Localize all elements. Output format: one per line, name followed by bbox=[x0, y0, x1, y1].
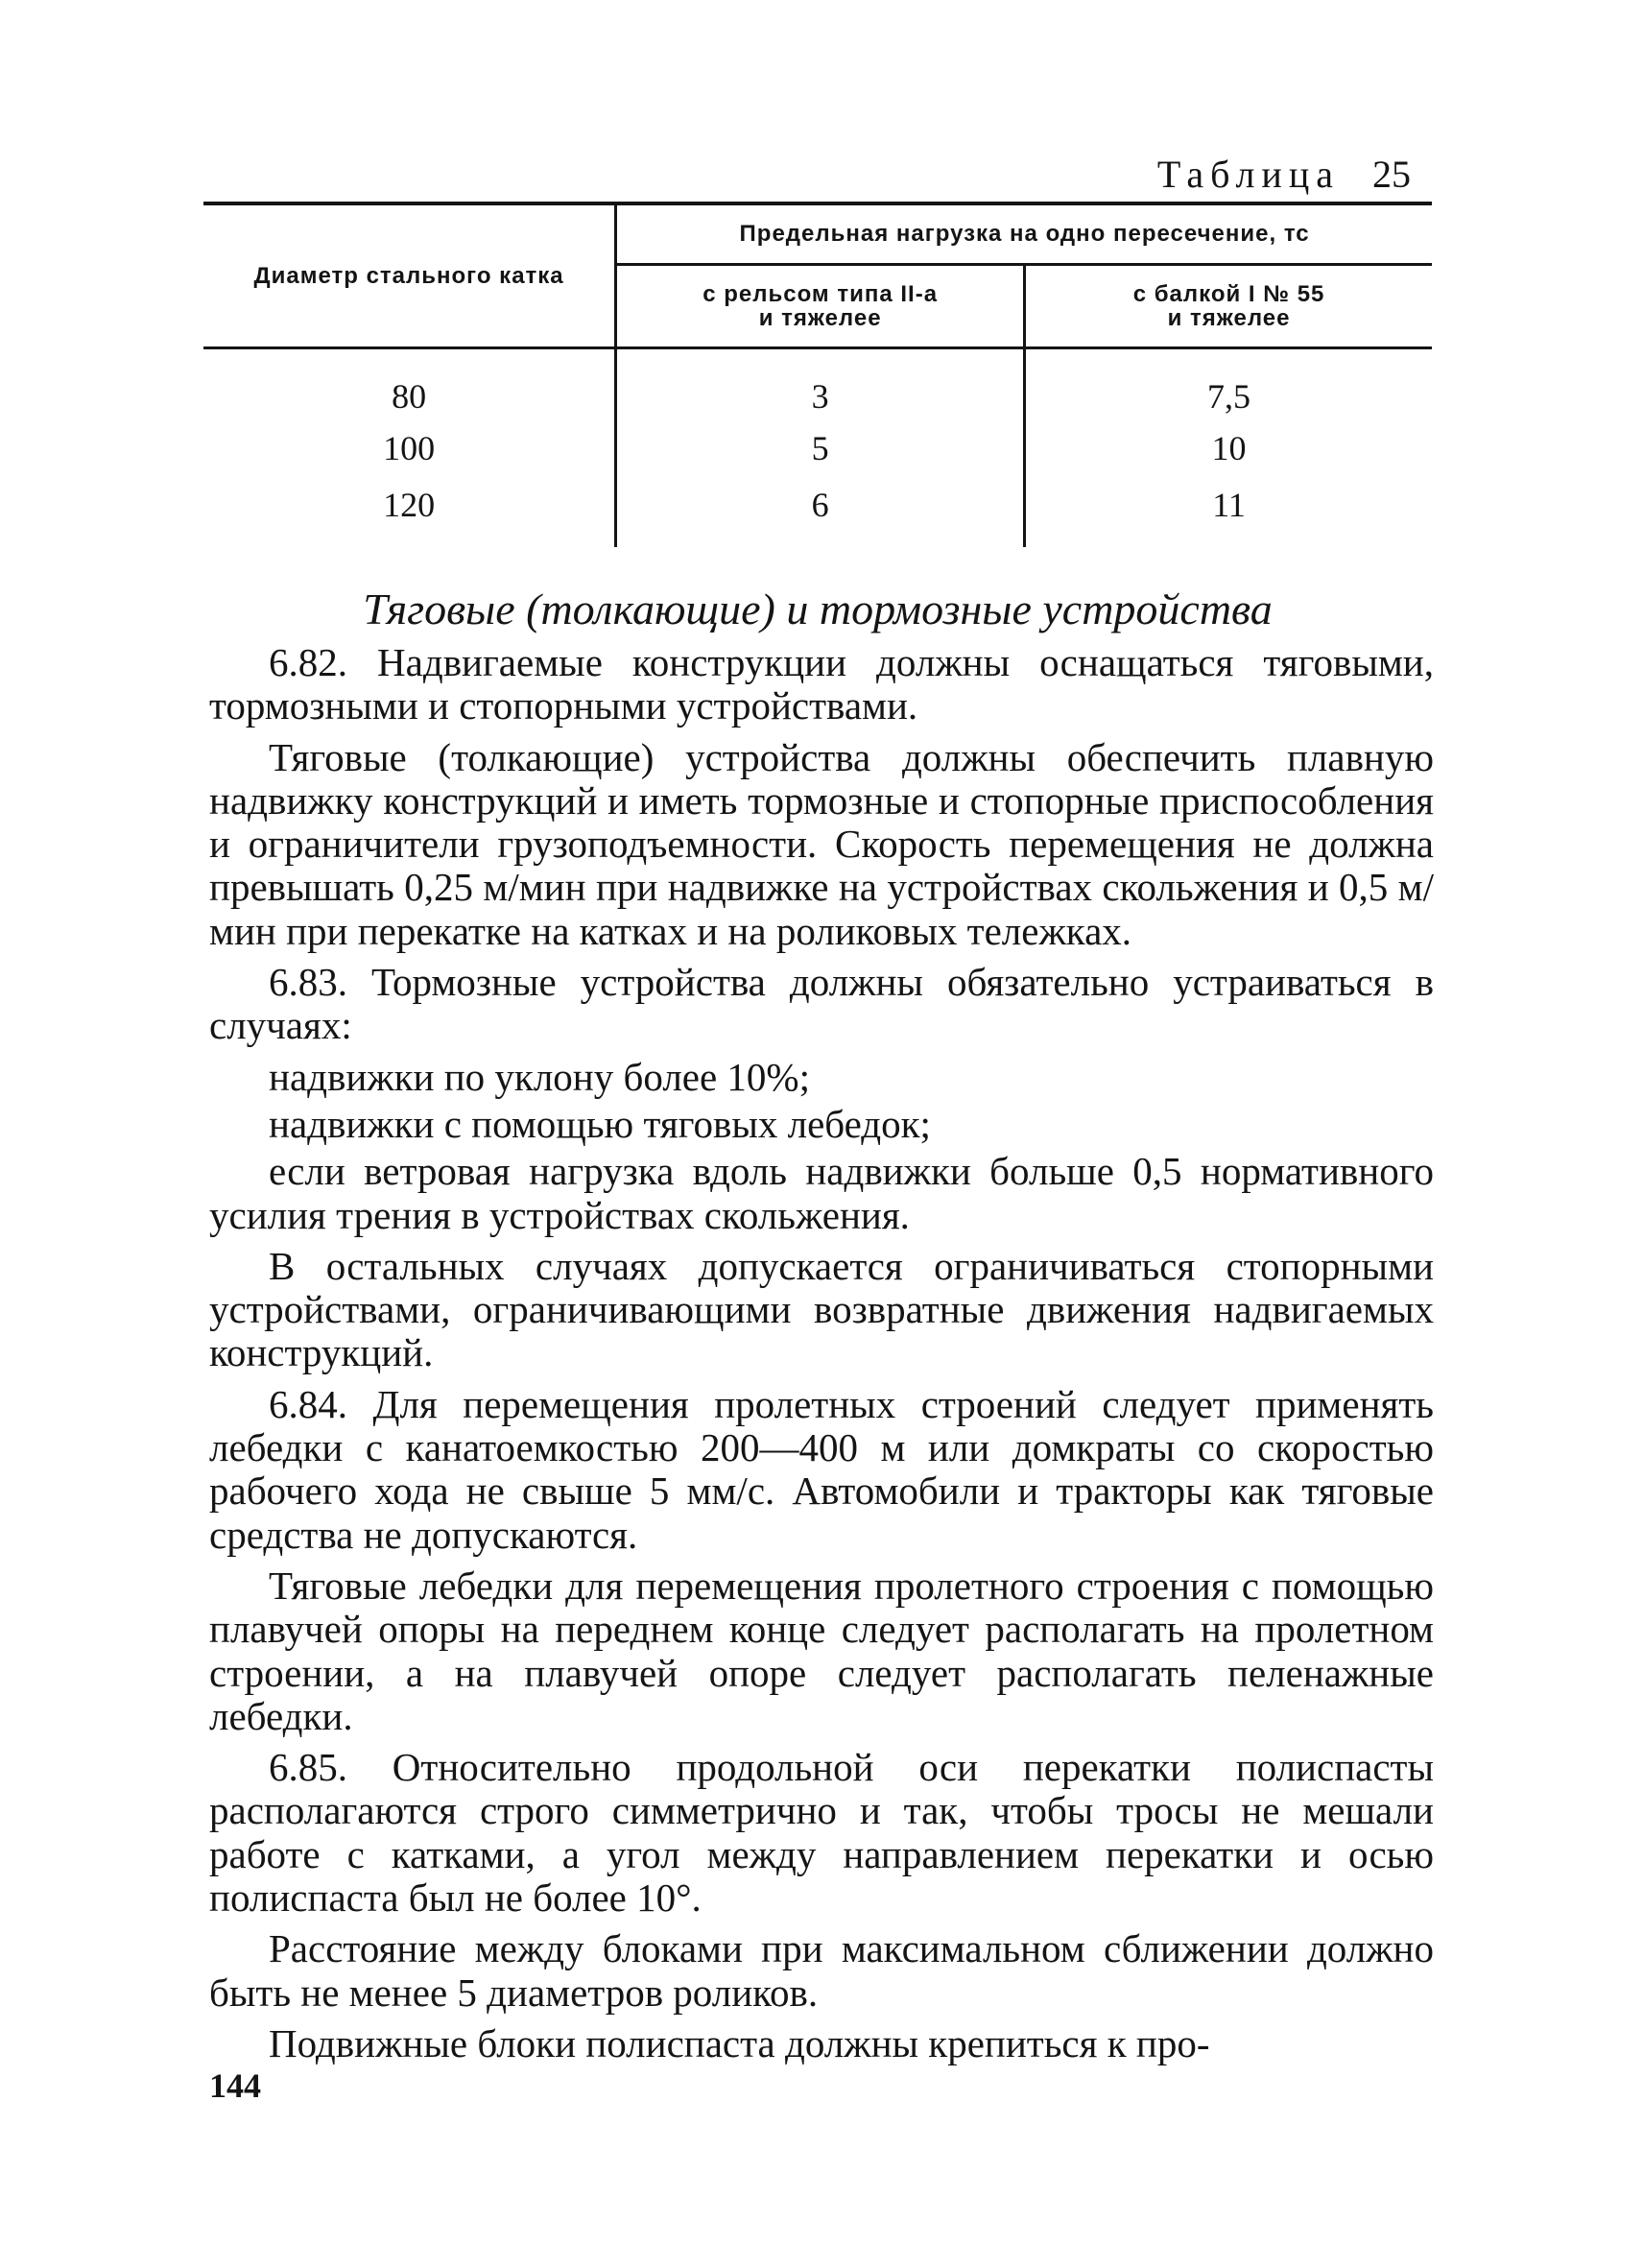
paragraph-6-83: 6.83. Тормозные устройства должны обязательно устраиваться в случаях: bbox=[209, 960, 1434, 1048]
header-diameter: Диаметр стального катка bbox=[203, 203, 616, 348]
paragraph-6-82: 6.82. Надвигаемые конструкции должны оснащаться тяговыми, тормозными и стопорными устройствами. bbox=[209, 640, 1434, 728]
body-text bbox=[209, 641, 1434, 2073]
page-number: 144 bbox=[209, 2066, 261, 2105]
header-beam-line1: с балкой I № 55 bbox=[1132, 280, 1325, 307]
list-item: надвижки по уклону более 10%; bbox=[269, 1054, 810, 1099]
paragraph: Тяговые лебедки для перемещения пролетного строения с помощью плавучей опоры на переднем конце следует располагать на пролетном строении, а на плавучей опоре следует располагать пеленажные лебедки. bbox=[209, 1563, 1434, 1738]
cell-rail: 3 bbox=[616, 348, 1025, 423]
cell-diameter: 80 bbox=[392, 377, 427, 416]
table-caption-number: 25 bbox=[1372, 153, 1411, 196]
paragraph-6-84: 6.84. Для перемещения пролетных строений следует применять лебедки с канатоемкостью 200—400 м или домкраты со скоростью рабочего хода не свыше 5 мм/с. Автомобили и тракторы как тяговые средства не допускаются. bbox=[209, 1381, 1434, 1557]
paragraph: Подвижные блоки полиспаста должны крепиться к про- bbox=[269, 2020, 1210, 2065]
table-caption bbox=[1123, 152, 1411, 197]
cell-diameter: 120 bbox=[383, 486, 436, 524]
header-beam-line2: и тяжелее bbox=[1167, 305, 1291, 331]
header-beam bbox=[1025, 265, 1432, 348]
table-row bbox=[203, 474, 1432, 547]
table-caption-word: Таблица bbox=[1156, 153, 1340, 196]
header-rail bbox=[616, 265, 1025, 348]
paragraph-6-85: 6.85. Относительно продольной оси перекатки полиспасты располагаются строго симметрично и так, чтобы тросы не мешали работе с катками, а угол между направлением перекатки и осью полиспаста был не более 10°. bbox=[209, 1745, 1434, 1921]
list-item: надвижки с помощью тяговых лебедок; bbox=[269, 1101, 931, 1146]
paragraph: В остальных случаях допускается ограничиваться стопорными устройствами, ограничивающими возвратные движения надвигаемых конструкций. bbox=[209, 1243, 1434, 1375]
paragraph: Тяговые (толкающие) устройства должны обеспечить плавную надвижку конструкций и иметь тормозные и стопорные приспособления и ограничители грузоподъемности. Скорость перемещения не должна превышать 0,25 м/мин при надвижке на устройствах скольжения и 0,5 м/мин при перекатке на катках и на роликовых тележках. bbox=[209, 734, 1434, 953]
table-row bbox=[203, 422, 1432, 474]
cell-rail: 5 bbox=[616, 422, 1025, 474]
header-rail-line1: с рельсом типа II-а bbox=[702, 280, 939, 307]
list-item: если ветровая нагрузка вдоль надвижки больше 0,5 нормативного усилия трения в устройствах скольжения. bbox=[209, 1149, 1434, 1237]
table-row bbox=[203, 348, 1432, 423]
cell-beam: 10 bbox=[1025, 422, 1432, 474]
paragraph: Расстояние между блоками при максимальном сближении должно быть не менее 5 диаметров роликов. bbox=[209, 1926, 1434, 2015]
cell-rail: 6 bbox=[616, 474, 1025, 547]
section-title: Тяговые (толкающие) и тормозные устройства bbox=[363, 585, 1273, 633]
cell-beam: 11 bbox=[1025, 474, 1432, 547]
header-load: Предельная нагрузка на одно пересечение, тс bbox=[616, 203, 1432, 265]
load-table bbox=[203, 202, 1432, 547]
cell-beam: 7,5 bbox=[1025, 348, 1432, 423]
header-rail-line2: и тяжелее bbox=[758, 305, 882, 331]
cell-diameter: 100 bbox=[383, 429, 436, 467]
